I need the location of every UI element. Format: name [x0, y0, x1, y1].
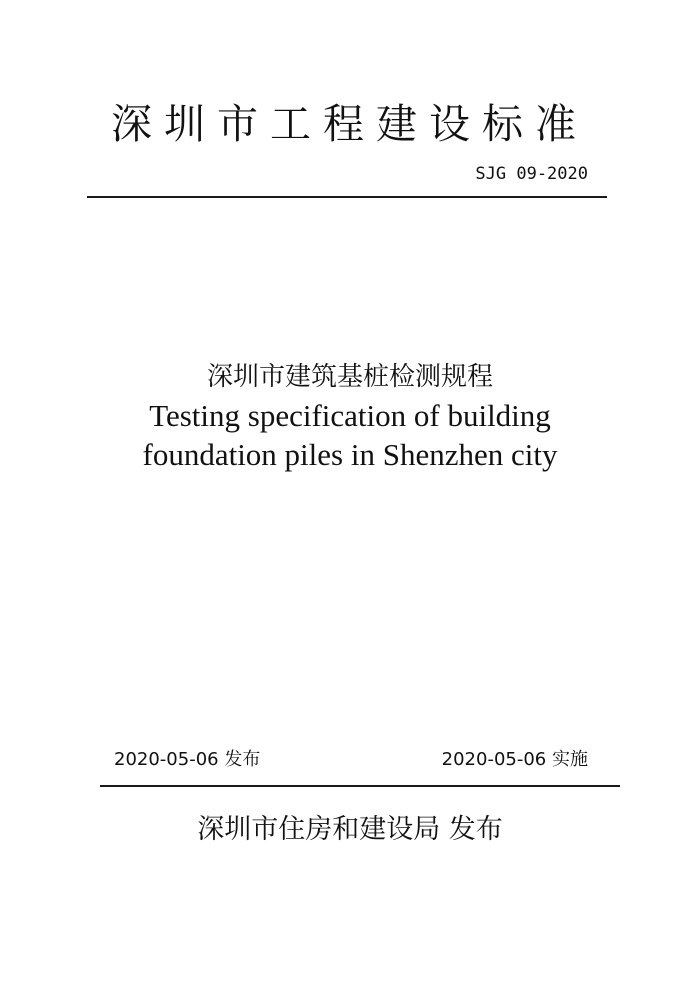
issuing-authority: 深圳市住房和建设局 发布 [197, 814, 503, 845]
standard-series-title: 深圳市工程建设标准 [111, 100, 588, 148]
document-title-chinese: 深圳市建筑基桩检测规程 [206, 362, 493, 392]
effective-date: 2020-05-06 实施 [441, 749, 588, 770]
document-title-english-line-1: Testing specification of building [149, 398, 551, 433]
document-title-block [0, 358, 700, 474]
bottom-divider [100, 785, 620, 787]
top-divider [87, 196, 607, 198]
document-title-english-line-2: foundation piles in Shenzhen city [142, 437, 558, 472]
standard-code: SJG 09-2020 [475, 164, 588, 184]
issue-date: 2020-05-06 发布 [114, 749, 261, 770]
